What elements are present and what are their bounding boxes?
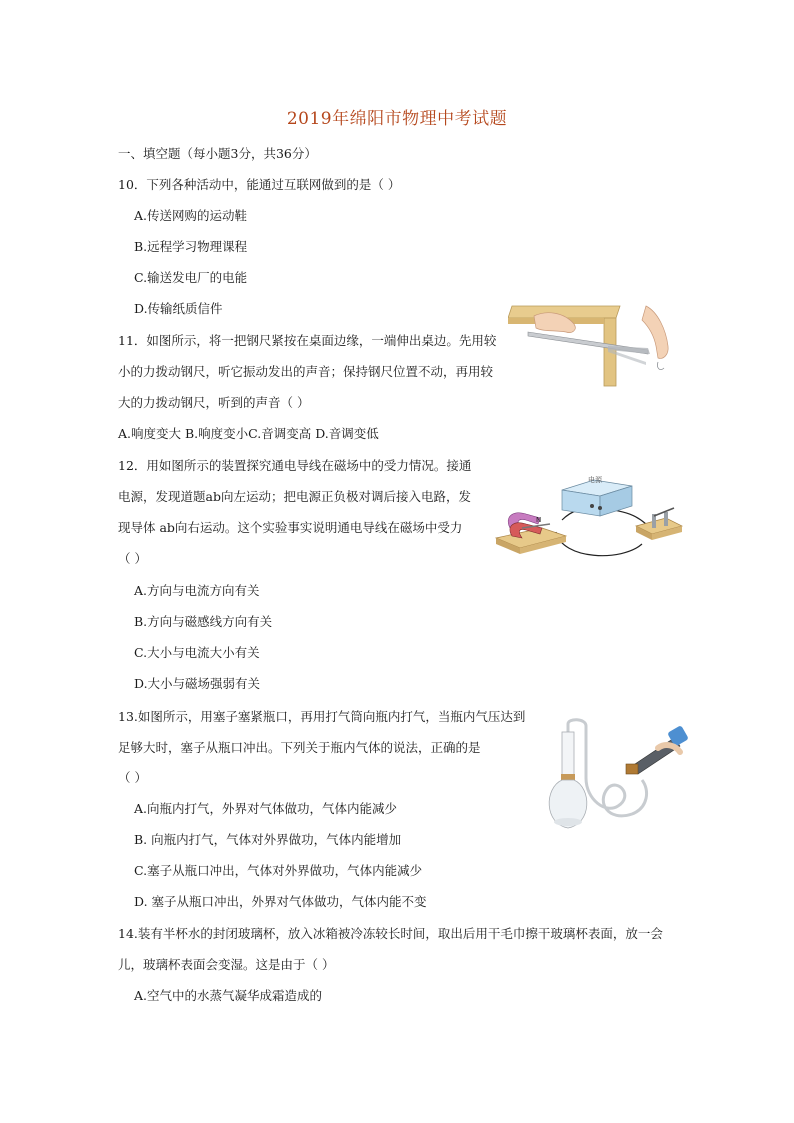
question-14-line-2: 儿，玻璃杯表面会变湿。这是由于（ ） [118, 957, 335, 972]
question-12-line-4: （ ） [118, 551, 147, 566]
question-12-option-c: C.大小与电流大小有关 [134, 645, 260, 660]
question-12-option-d: D.大小与磁场强弱有关 [134, 676, 261, 691]
section-heading: 一、填空题（每小题3分，共36分） [118, 146, 317, 161]
question-11-line-2: 小的力拨动钢尺，听它振动发出的声音；保持钢尺位置不动，再用较 [118, 364, 494, 379]
question-12-line-2: 电源，发现道题ab向左运动；把电源正负极对调后接入电路，发 [118, 489, 471, 504]
question-13-option-a: A.向瓶内打气，外界对气体做功，气体内能减少 [134, 801, 398, 816]
question-12-line-3: 现导体 ab向右运动。这个实验事实说明通电导线在磁场中受力 [118, 520, 463, 535]
question-13-option-c: C.塞子从瓶口冲出，气体对外界做功，气体内能减少 [134, 863, 423, 878]
steel-ruler-figure [508, 302, 688, 388]
electromagnet-apparatus-figure [492, 470, 684, 566]
question-10-option-c: C.输送发电厂的电能 [134, 270, 248, 285]
question-12-option-a: A.方向与电流方向有关 [134, 583, 260, 598]
question-10-option-d: D.传输纸质信件 [134, 301, 223, 316]
flask-air-pump-figure [548, 718, 690, 834]
question-10-stem: 10．下列各种活动中，能通过互联网做到的是（ ） [118, 177, 401, 192]
question-13-line-3: （ ） [118, 770, 147, 785]
magnet-pole-label: N [536, 516, 542, 524]
power-supply-label: 电源 [588, 476, 602, 484]
question-12-line-1: 12．用如图所示的装置探究通电导线在磁场中的受力情况。接通 [118, 458, 472, 473]
question-12-option-b: B.方向与磁感线方向有关 [134, 614, 273, 629]
question-14-option-a: A.空气中的水蒸气凝华成霜造成的 [134, 988, 323, 1003]
question-11-line-1: 11．如图所示，将一把钢尺紧按在桌面边缘，一端伸出桌边。先用较 [118, 333, 497, 348]
question-14-line-1: 14.装有半杯水的封闭玻璃杯，放入冰箱被冷冻较长时间，取出后用干毛巾擦干玻璃杯表面，放一会 [118, 926, 663, 941]
question-11-line-3: 大的力拨动钢尺，听到的声音（ ） [118, 395, 310, 410]
question-13-option-d: D. 塞子从瓶口冲出，外界对气体做功，气体内能不变 [134, 894, 427, 909]
question-13-line-2: 足够大时，塞子从瓶口冲出。下列关于瓶内气体的说法，正确的是 [118, 740, 481, 755]
question-13-line-1: 13.如图所示，用塞子塞紧瓶口，再用打气筒向瓶内打气，当瓶内气压达到 [118, 709, 526, 724]
question-11-options: A.响度变大 B.响度变小C.音调变高 D.音调变低 [118, 426, 379, 441]
page-title: 2019年绵阳市物理中考试题 [286, 109, 508, 129]
question-10-option-a: A.传送网购的运动鞋 [134, 208, 248, 223]
question-13-option-b: B. 向瓶内打气，气体对外界做功，气体内能增加 [134, 832, 402, 847]
question-10-option-b: B.远程学习物理课程 [134, 239, 248, 254]
